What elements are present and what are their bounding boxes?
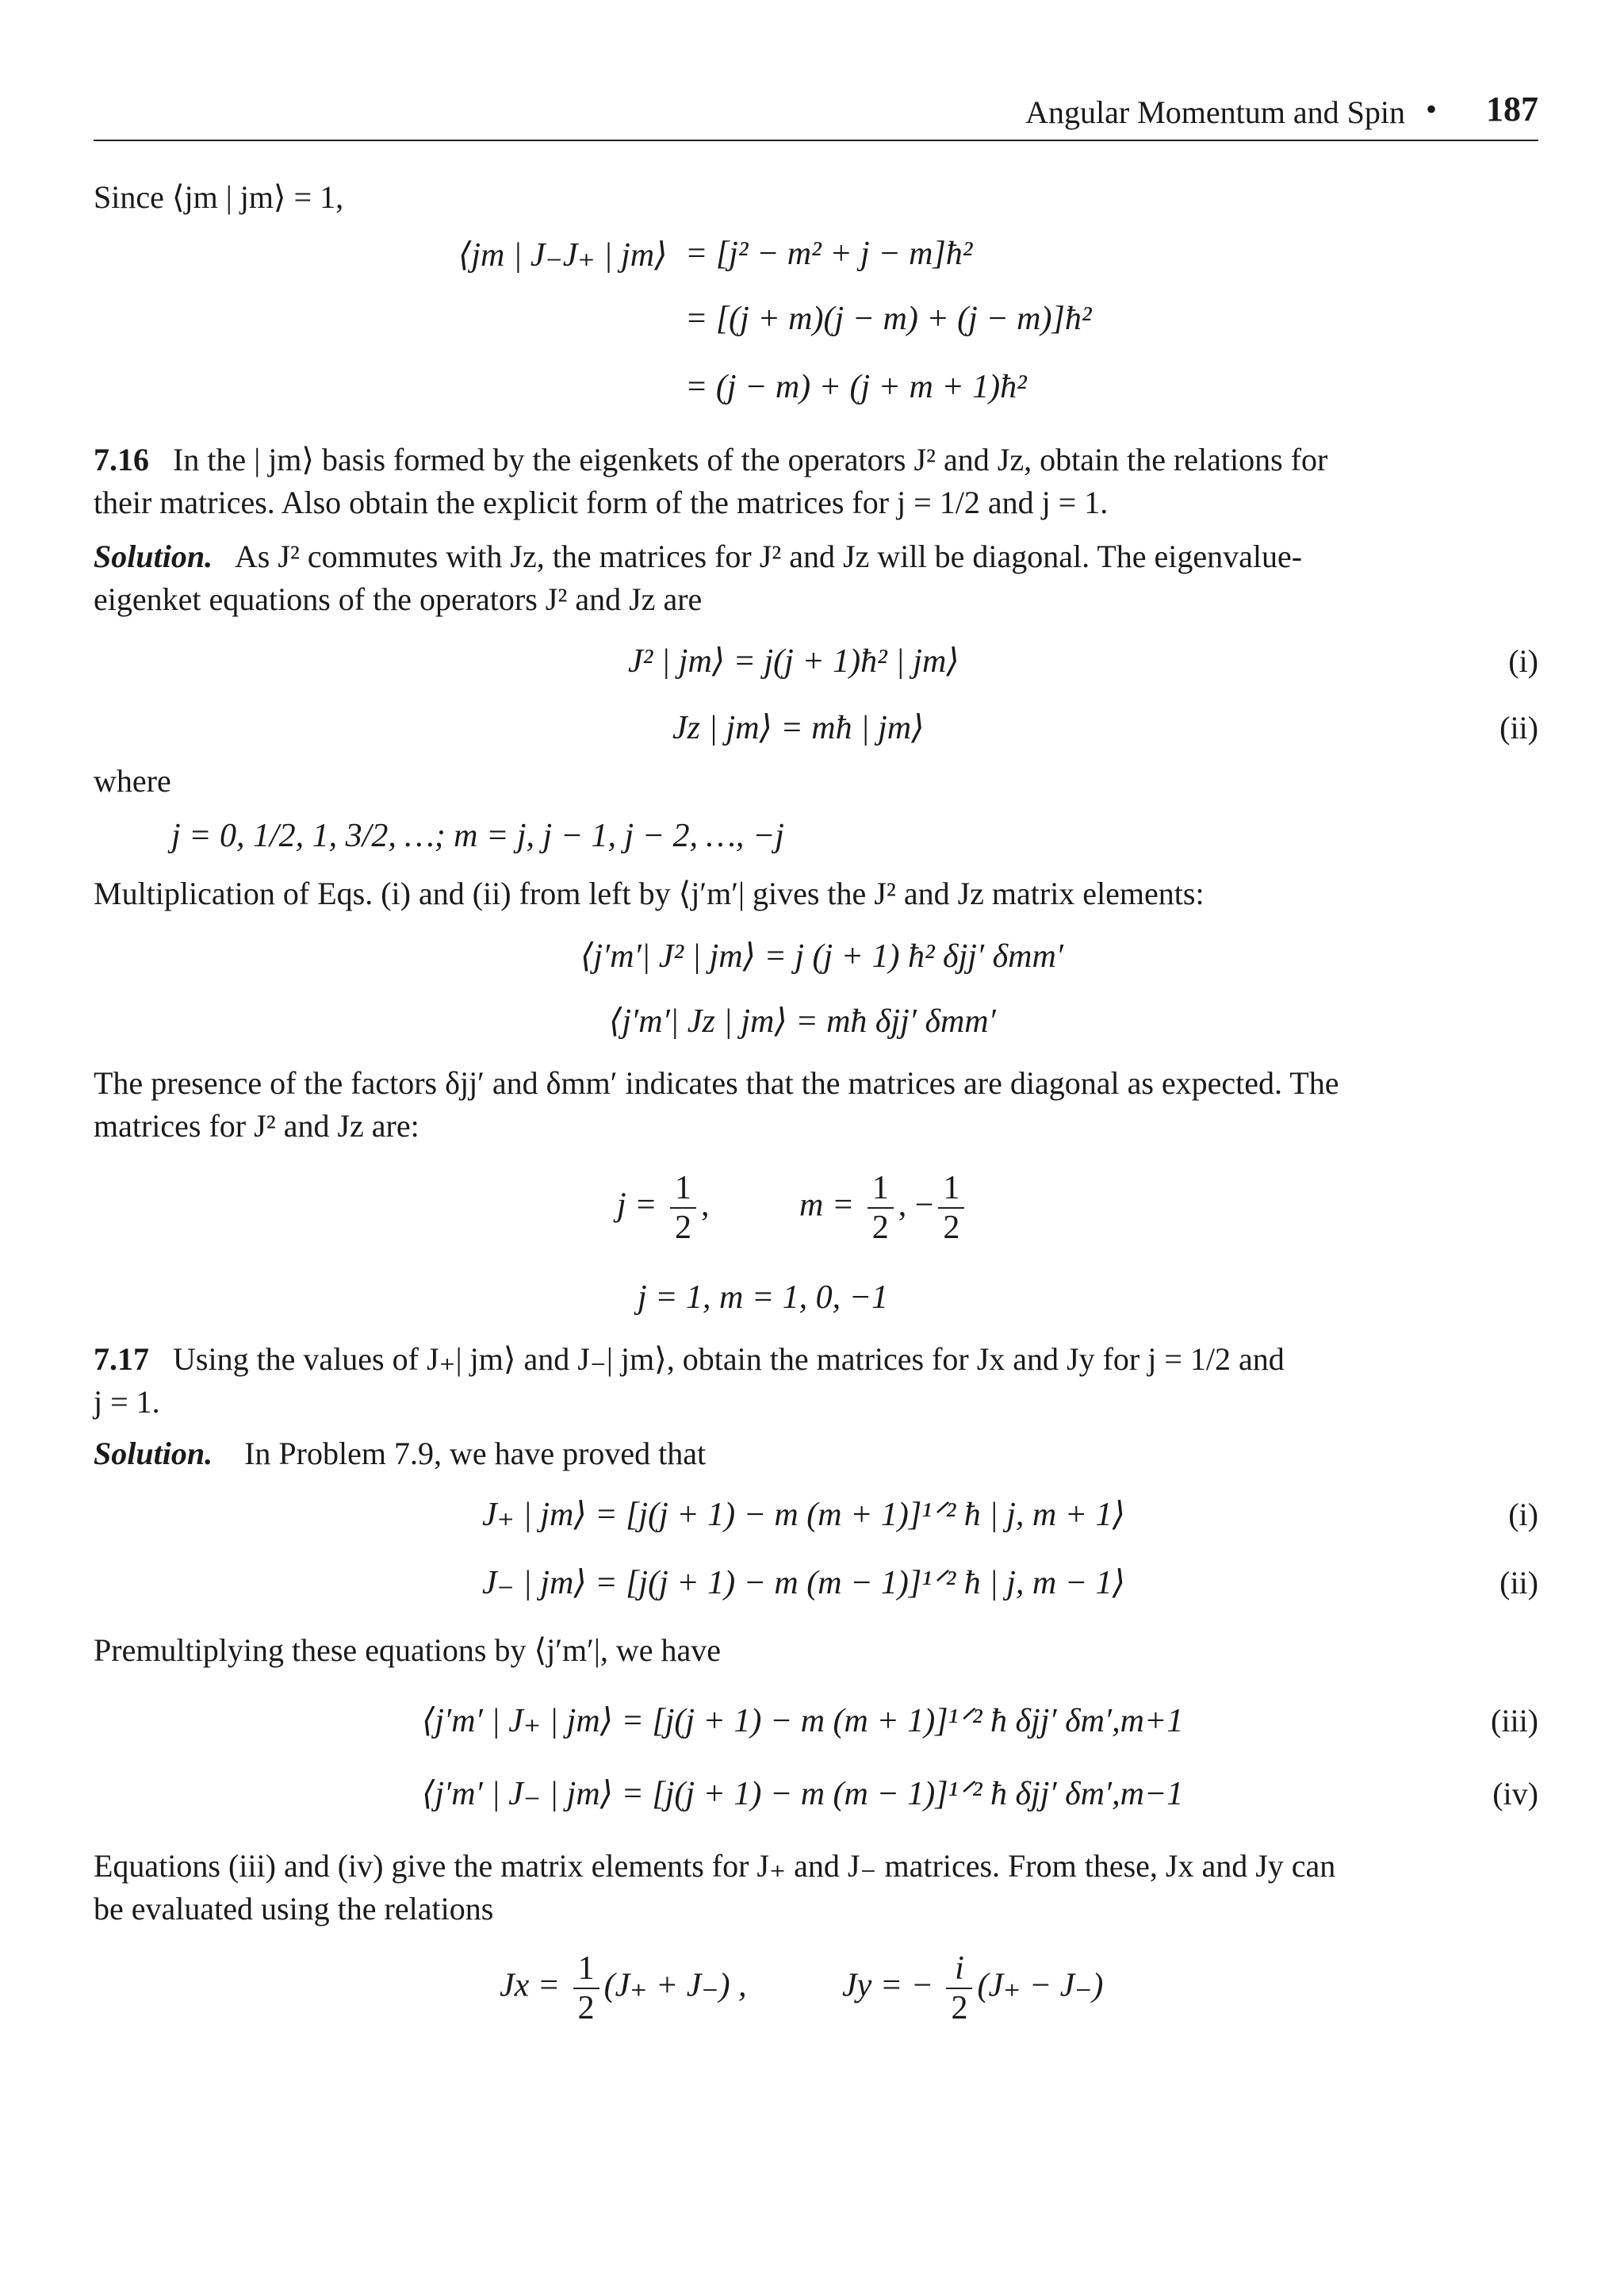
- jy-rhs: (J₊ − J₋): [977, 1967, 1104, 2004]
- solution-label: Solution.: [94, 1436, 213, 1471]
- problem-text-line: In the | jm⟩ basis formed by the eigenkets of the operators J² and Jz, obtain the relations for: [173, 442, 1328, 477]
- fraction-one-half: $\frac{1}{2}$: [938, 1169, 964, 1247]
- raising-operator-equation: J₊ | jm⟩ = [j(j + 1) − m (m + 1)]¹ᐟ² ħ | j, m + 1⟩: [482, 1497, 1125, 1533]
- premultiplying-text: Premultiplying these equations by ⟨j′m′|, we have: [94, 1632, 721, 1668]
- solution-7-16: [94, 535, 1538, 621]
- equation-number: (i): [1508, 643, 1538, 679]
- where-text: where: [94, 763, 171, 799]
- equation-number: (iv): [1492, 1776, 1538, 1812]
- problem-7-16: [94, 439, 1538, 524]
- paragraph-line: Equations (iii) and (iv) give the matrix elements for J₊ and J₋ matrices. From these, Jx and Jy can: [94, 1848, 1336, 1884]
- running-header: [94, 89, 1538, 141]
- jx-rhs: (J₊ + J₋) ,: [603, 1967, 747, 2004]
- solution-label: Solution.: [94, 539, 213, 574]
- solution-7-17: [94, 1432, 706, 1475]
- case-one: j = 1, m = 1, 0, −1: [638, 1279, 889, 1316]
- jx-relation: [500, 1950, 747, 2027]
- fraction-one-half: $\frac{1}{2}$: [670, 1169, 696, 1247]
- jy-label: Jy = −: [842, 1967, 933, 2004]
- equation-number: (i): [1508, 1497, 1538, 1532]
- jx-label: Jx =: [500, 1967, 561, 2004]
- equation-line-1: = [j² − m² + j − m]ħ²: [685, 236, 973, 272]
- case-half-m: m = $\frac{1}{2}$ , − $\frac{1}{2}$: [799, 1169, 969, 1247]
- equations-paragraph: [94, 1845, 1538, 1930]
- eigen-equation-i: J² | jm⟩ = j(j + 1)ħ² | jm⟩: [628, 643, 959, 680]
- problem-number: 7.17: [94, 1341, 149, 1377]
- case-half: j = $\frac{1}{2}$ ,: [617, 1170, 710, 1246]
- fraction-i-half: $\frac{i}{2}$: [946, 1950, 972, 2027]
- matrix-element-jz: ⟨j′m′| Jz | jm⟩ = mħ δjj′ δmm′: [609, 1003, 996, 1040]
- fraction-one-half: $\frac{1}{2}$: [573, 1950, 599, 2027]
- m-equals: m =: [799, 1187, 855, 1224]
- multiplication-text: Multiplication of Eqs. (i) and (ii) from left by ⟨j′m′| gives the J² and Jz matrix elements:: [94, 876, 1205, 911]
- solution-text-line: eigenket equations of the operators J² and Jz are: [94, 581, 703, 617]
- paragraph-line: matrices for J² and Jz are:: [94, 1108, 419, 1144]
- j-equals: j =: [617, 1187, 657, 1224]
- equation-number: (ii): [1500, 710, 1538, 746]
- matrix-element-j-plus: ⟨j′m′ | J₊ | jm⟩ = [j(j + 1) − m (m + 1)]¹ᐟ² ħ δjj′ δm′,m+1: [422, 1703, 1184, 1739]
- paragraph-line: be evaluated using the relations: [94, 1891, 494, 1927]
- problem-text-line: their matrices. Also obtain the explicit form of the matrices for j = 1/2 and j = 1.: [94, 485, 1109, 520]
- fraction-one-half: $\frac{1}{2}$: [868, 1169, 894, 1247]
- matrix-element-j-minus: ⟨j′m′ | J₋ | jm⟩ = [j(j + 1) − m (m − 1)]¹ᐟ² ħ δjj′ δm′,m−1: [422, 1776, 1184, 1812]
- page-number: 187: [1486, 90, 1538, 128]
- solution-text: In Problem 7.9, we have proved that: [244, 1436, 707, 1471]
- problem-text-line: j = 1.: [94, 1384, 160, 1420]
- equation-number: (iii): [1491, 1703, 1538, 1739]
- presence-paragraph: [94, 1062, 1538, 1148]
- paragraph-line: The presence of the factors δjj′ and δmm′ indicates that the matrices are diagonal as expected. The: [94, 1065, 1339, 1101]
- header-bullet: •: [1425, 91, 1437, 127]
- equation-lhs: ⟨jm | J₋J₊ | jm⟩: [458, 237, 668, 274]
- book-page: [94, 0, 1538, 2285]
- lowering-operator-equation: J₋ | jm⟩ = [j(j + 1) − m (m − 1)]¹ᐟ² ħ | j, m − 1⟩: [482, 1565, 1125, 1601]
- quantum-number-values: j = 0, 1/2, 1, 3/2, …; m = j, j − 1, j − 2, …, −j: [171, 818, 784, 854]
- problem-7-17: [94, 1338, 1538, 1424]
- solution-text-line: As J² commutes with Jz, the matrices for J² and Jz will be diagonal. The eigenvalue-: [234, 539, 1303, 574]
- problem-text-line: Using the values of J₊| jm⟩ and J₋| jm⟩, obtain the matrices for Jx and Jy for j = 1/2 and: [173, 1341, 1285, 1377]
- problem-number: 7.16: [94, 442, 149, 477]
- equation-line-3: = (j − m) + (j + m + 1)ħ²: [685, 369, 1027, 405]
- running-title: Angular Momentum and Spin: [1025, 94, 1405, 130]
- since-text: Since ⟨jm | jm⟩ = 1,: [94, 179, 344, 215]
- eigen-equation-ii: Jz | jm⟩ = mħ | jm⟩: [672, 710, 925, 746]
- matrix-element-j2: ⟨j′m′| J² | jm⟩ = j (j + 1) ħ² δjj′ δmm′: [580, 938, 1063, 975]
- jy-relation: [842, 1950, 1103, 2027]
- equation-number: (ii): [1500, 1565, 1538, 1601]
- equation-line-2: = [(j + m)(j − m) + (j − m)]ħ²: [685, 301, 1092, 337]
